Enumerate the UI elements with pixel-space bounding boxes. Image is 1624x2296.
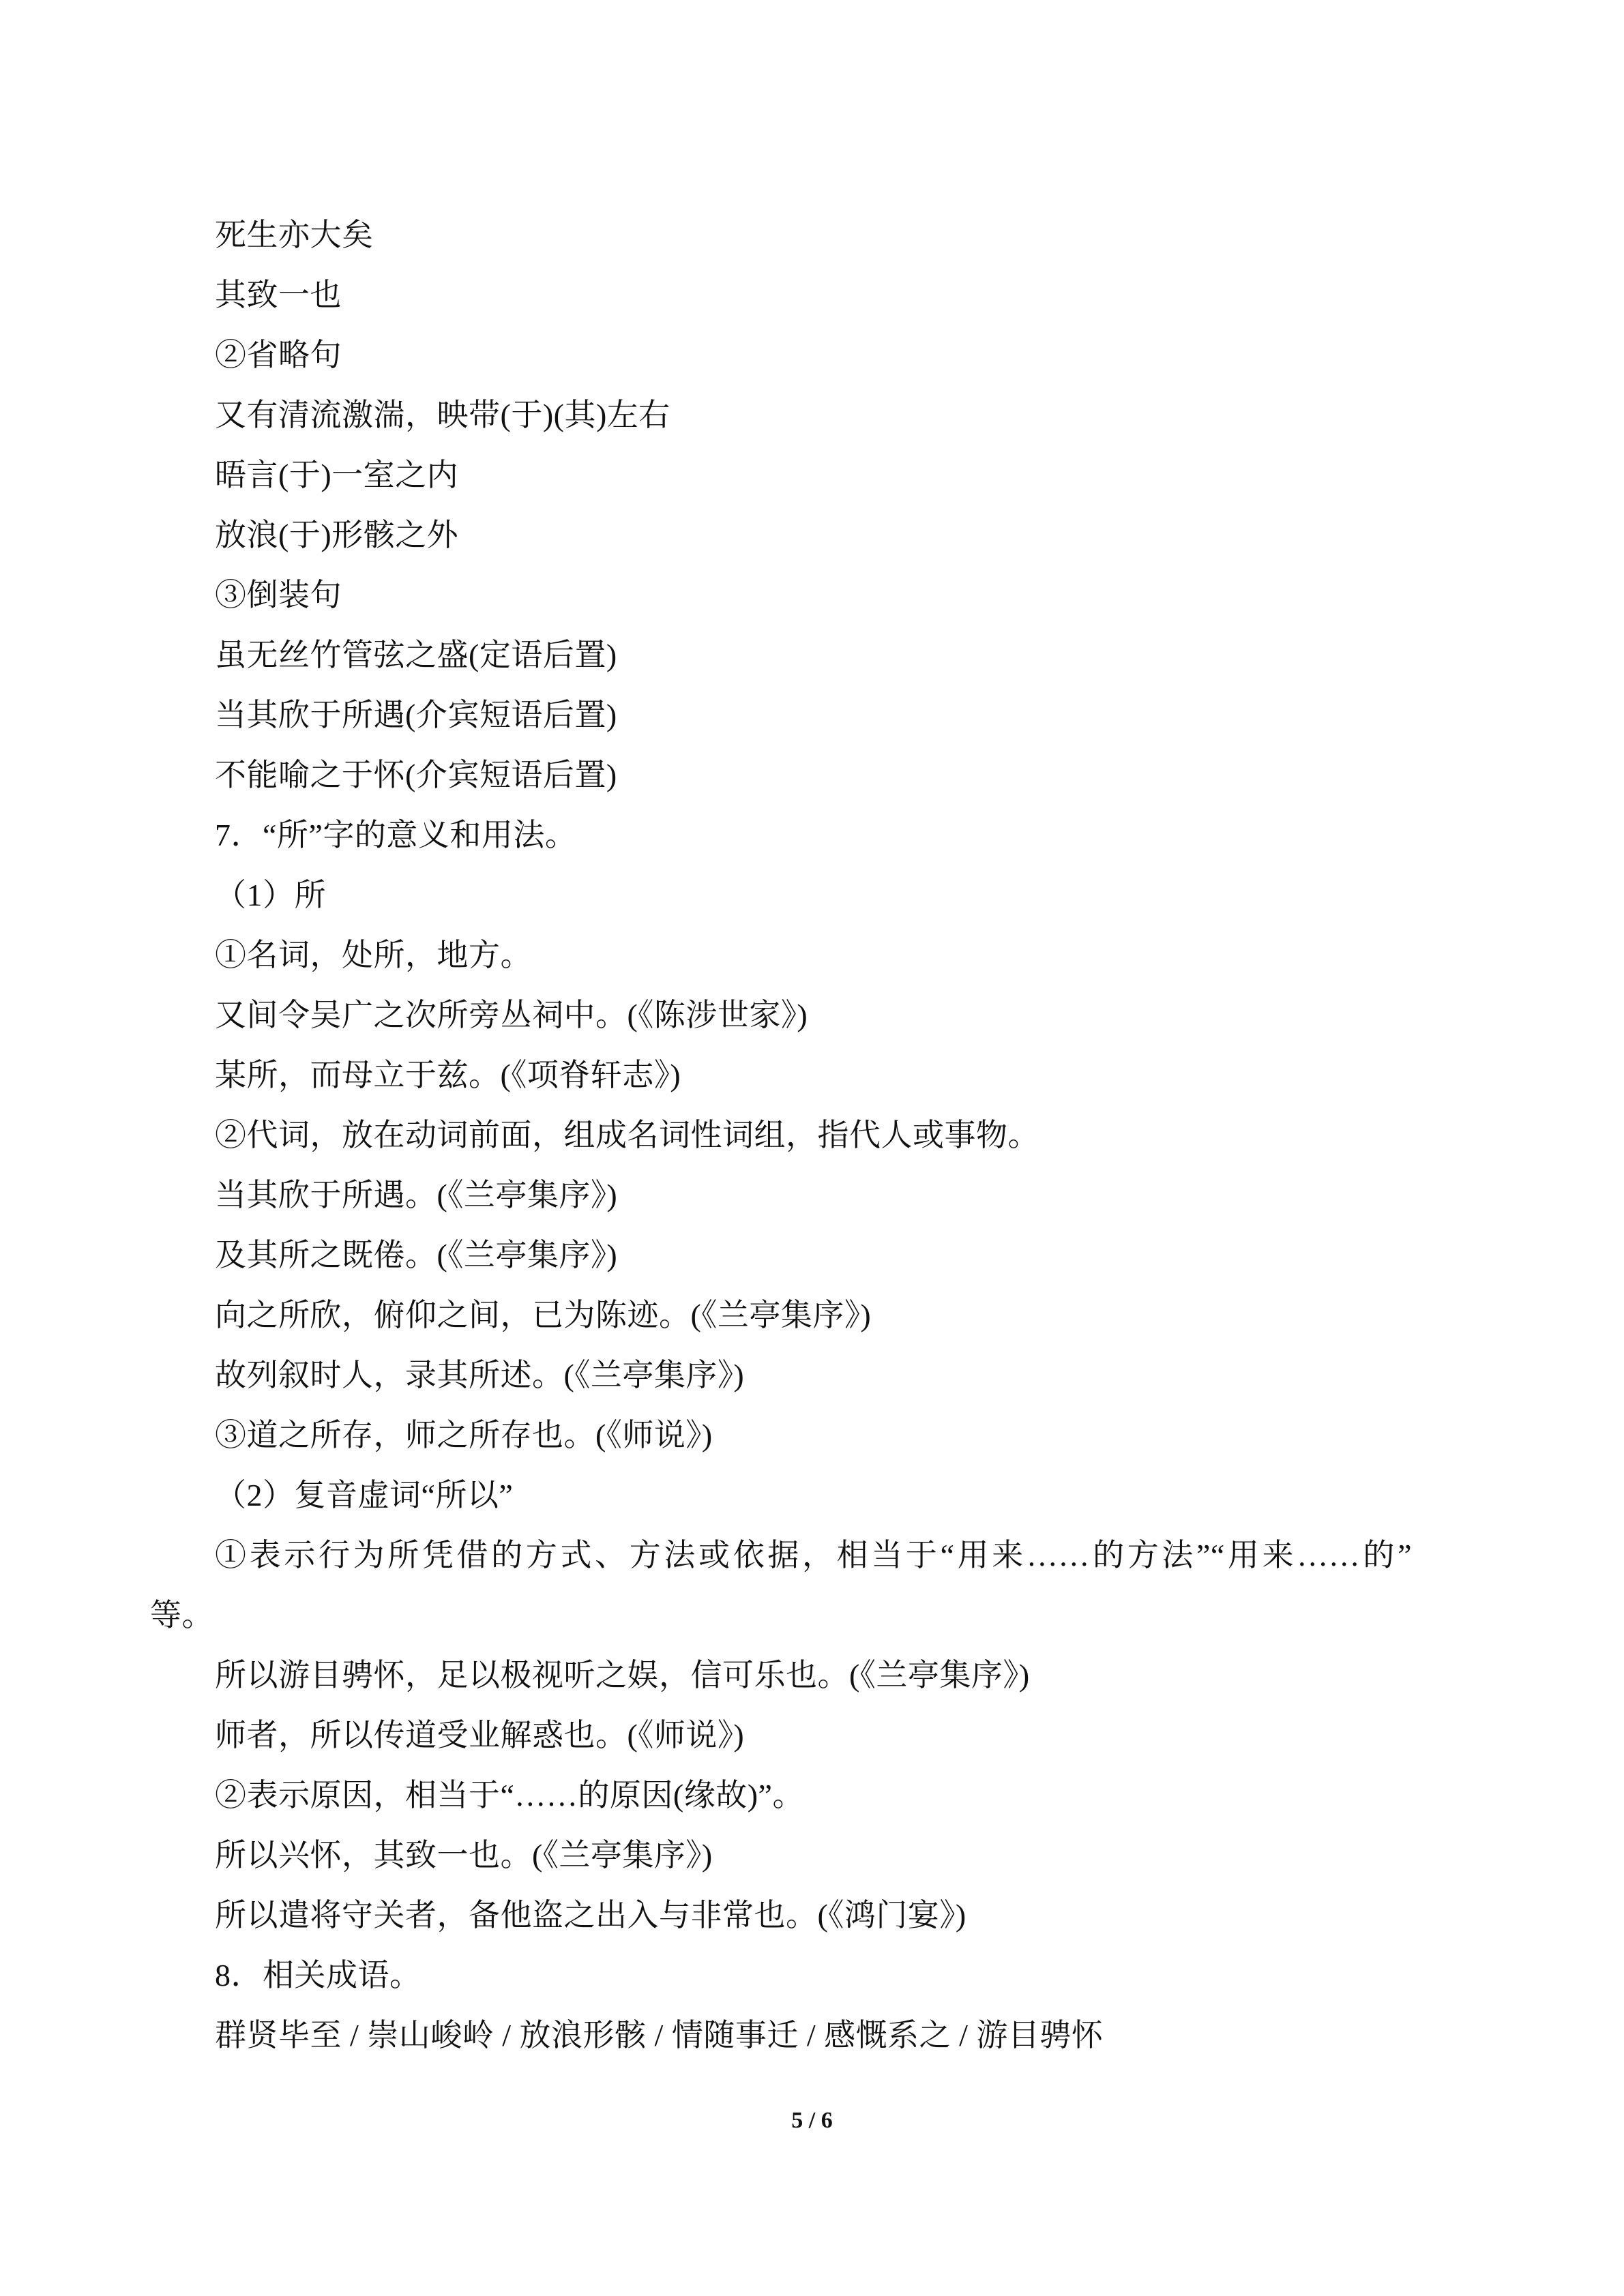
text-line: 放浪(于)形骸之外 (215, 518, 459, 552)
text-line: 当其欣于所遇(介宾短语后置) (215, 698, 617, 732)
page-footer (0, 2104, 1624, 2137)
text-line: 又间令吴广之次所旁丛祠中。(《陈涉世家》) (215, 998, 808, 1032)
page-number: 5 / 6 (791, 2108, 833, 2133)
text-line: 8．相关成语。 (215, 1958, 422, 1993)
text-line: ①表示行为所凭借的方式、方法或依据，相当于“用来……的方法”“用来……的” (215, 1538, 1412, 1572)
text-line: （2）复音虚词“所以” (215, 1478, 514, 1512)
text-line: 其致一也 (215, 278, 342, 312)
document-body (150, 205, 1412, 2066)
text-line: ②表示原因，相当于“……的原因(缘故)”。 (215, 1778, 804, 1813)
text-line: 所以游目骋怀，足以极视听之娱，信可乐也。(《兰亭集序》) (215, 1658, 1030, 1693)
text-line: 及其所之既倦。(《兰亭集序》) (215, 1238, 618, 1272)
text-line: （1）所 (215, 878, 326, 912)
text-line: ②省略句 (215, 338, 342, 372)
text-line: 7．“所”字的意义和用法。 (215, 818, 577, 852)
text-line: 故列叙时人，录其所述。(《兰亭集序》) (215, 1358, 745, 1392)
text-line: 所以兴怀，其致一也。(《兰亭集序》) (215, 1838, 713, 1873)
text-line: 死生亦大矣 (215, 218, 374, 252)
text-line: 又有清流激湍，映带(于)(其)左右 (215, 398, 670, 432)
text-line: 师者，所以传道受业解惑也。(《师说》) (215, 1718, 745, 1753)
text-line: 不能喻之于怀(介宾短语后置) (215, 758, 617, 792)
text-line: 等。 (150, 1598, 213, 1632)
text-line: 某所，而母立于兹。(《项脊轩志》) (215, 1058, 681, 1092)
text-line: ③道之所存，师之所存也。(《师说》) (215, 1418, 713, 1452)
text-line: 向之所欣，俯仰之间，已为陈迹。(《兰亭集序》) (215, 1298, 872, 1332)
text-line: 群贤毕至 / 崇山峻岭 / 放浪形骸 / 情随事迁 / 感慨系之 / 游目骋怀 (215, 2018, 1104, 2053)
text-line: ②代词，放在动词前面，组成名词性词组，指代人或事物。 (215, 1118, 1039, 1152)
text-line: ③倒装句 (215, 578, 342, 612)
text-line: 当其欣于所遇。(《兰亭集序》) (215, 1178, 618, 1212)
text-line: ①名词，处所，地方。 (215, 938, 532, 972)
text-line: 虽无丝竹管弦之盛(定语后置) (215, 638, 617, 672)
text-line: 所以遣将守关者，备他盗之出入与非常也。(《鸿门宴》) (215, 1898, 966, 1933)
text-line: 晤言(于)一室之内 (215, 458, 459, 492)
